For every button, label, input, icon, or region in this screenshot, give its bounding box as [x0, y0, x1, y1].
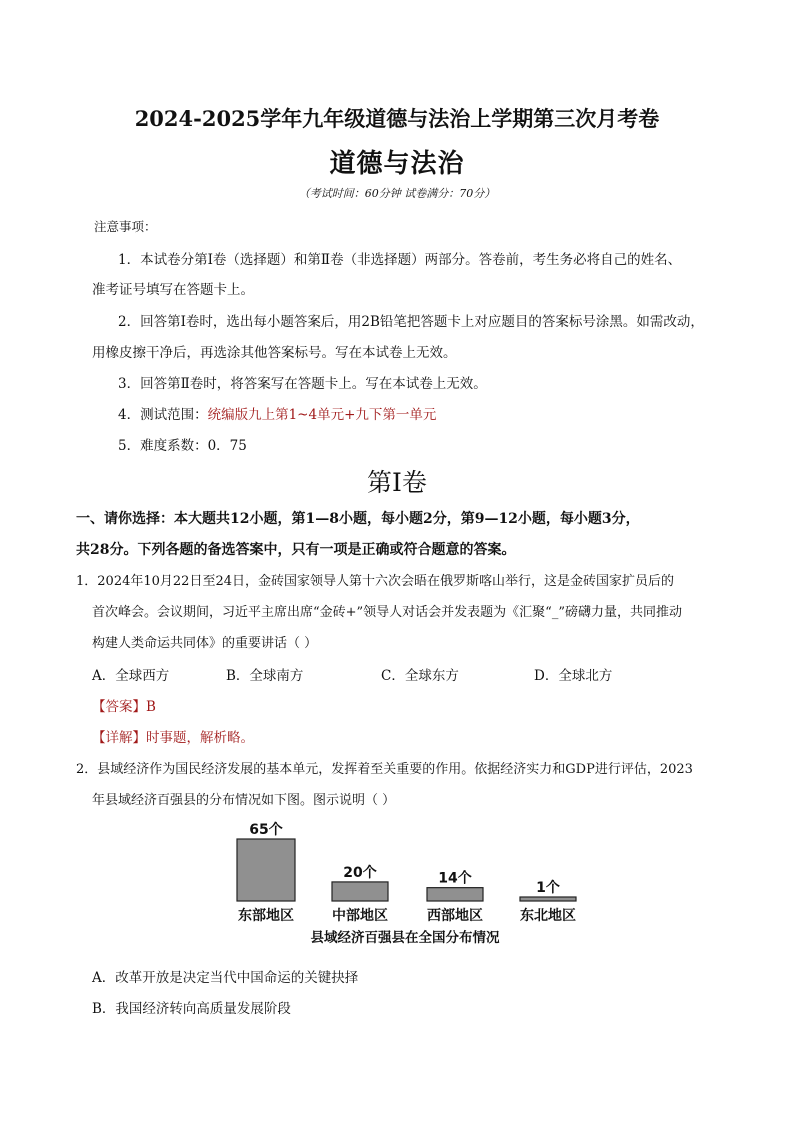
bar-value-label-3: 1个 — [536, 880, 560, 896]
q1-option-c: C．全球东方 — [381, 668, 459, 684]
q1-detail-label: 【详解】 — [92, 730, 146, 746]
bar-3 — [520, 897, 576, 901]
exam-main-title: 2024-2025学年九年级道德与法治上学期第三次月考卷 — [134, 106, 660, 131]
bar-value-label-0: 65个 — [249, 822, 283, 838]
category-label-2: 西部地区 — [427, 908, 483, 924]
category-label-3: 东北地区 — [520, 908, 576, 924]
category-label-1: 中部地区 — [332, 908, 388, 924]
note-5: 5．难度系数：0．75 — [118, 438, 247, 454]
bar-0 — [237, 839, 295, 901]
q1-line-3: 构建人类命运共同体》的重要讲话（ ） — [92, 636, 318, 651]
bar-value-label-1: 20个 — [343, 864, 377, 881]
chart-title: 县域经济百强县在全国分布情况 — [310, 930, 500, 946]
note-4-prefix: 4．测试范围： — [118, 407, 208, 423]
note-3: 3．回答第Ⅱ卷时，将答案写在答题卡上。写在本试卷上无效。 — [118, 376, 487, 392]
distribution-bar-chart — [220, 812, 600, 952]
bar-1 — [332, 882, 388, 901]
q1-detail-value: 时事题，解析略。 — [146, 730, 254, 746]
q1-option-b: B．全球南方 — [226, 668, 304, 684]
q2-line-1: 2．县域经济作为国民经济发展的基本单元，发挥着至关重要的作用。依据经济实力和GDP进行评估，2023 — [76, 762, 693, 777]
q1-option-a: A．全球西方 — [92, 668, 170, 684]
q2-option-a: A．改革开放是决定当代中国命运的关键抉择 — [92, 970, 359, 986]
note-2-line-2: 用橡皮擦干净后，再选涂其他答案标号。写在本试卷上无效。 — [92, 345, 457, 361]
note-1-line-1: 1．本试卷分第Ⅰ卷（选择题）和第Ⅱ卷（非选择题）两部分。答卷前，考生务必将自己的姓名、 — [118, 252, 682, 268]
notes-heading: 注意事项： — [94, 219, 157, 234]
q2-option-b: B．我国经济转向高质量发展阶段 — [92, 1001, 291, 1017]
exam-info: （考试时间：60分钟 试卷满分：70分） — [298, 187, 496, 200]
category-label-0: 东部地区 — [238, 908, 294, 924]
q1-detail — [92, 726, 254, 746]
q1-answer-label: 【答案】 — [92, 699, 146, 715]
q1-answer — [92, 695, 156, 715]
bar-value-label-2: 14个 — [438, 870, 472, 887]
q1-line-1: 1．2024年10月22日至24日，金砖国家领导人第十六次会晤在俄罗斯喀山举行，这是金砖国家扩员后的 — [76, 574, 674, 589]
subject-title: 道德与法治 — [329, 149, 465, 179]
bar-2 — [427, 888, 483, 901]
note-2-line-1: 2．回答第Ⅰ卷时，选出每小题答案后，用2B铅笔把答题卡上对应题目的答案标号涂黑。如需改动， — [118, 314, 704, 330]
q1-answer-value: B — [146, 699, 156, 715]
section-instruction-line-2: 共28分。下列各题的备选答案中，只有一项是正确或符合题意的答案。 — [76, 542, 516, 558]
note-4-scope: 统编版九上第1~4单元+九下第一单元 — [207, 407, 437, 423]
q1-line-2: 首次峰会。会议期间，习近平主席出席“金砖+”领导人对话会并发表题为《汇聚“_”磅礴力量，共同推动 — [92, 605, 682, 620]
note-4 — [118, 403, 436, 423]
q2-line-2: 年县域经济百强县的分布情况如下图。图示说明（ ） — [92, 793, 396, 808]
section-instruction-line-1: 一、请你选择：本大题共12小题，第1—8小题，每小题2分，第9—12小题，每小题3分， — [76, 511, 640, 527]
q1-option-d: D．全球北方 — [534, 668, 613, 684]
section-title: 第Ⅰ卷 — [367, 468, 427, 497]
note-1-line-2: 准考证号填写在答题卡上。 — [92, 282, 254, 298]
